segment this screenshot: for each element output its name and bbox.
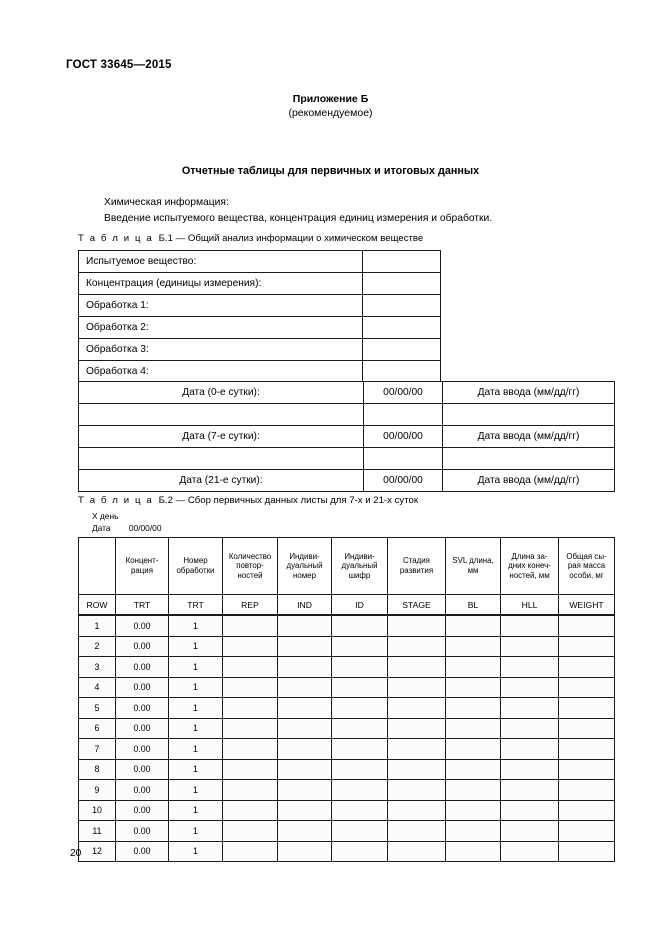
date-label-cell [79, 404, 364, 426]
data-cell[interactable] [223, 780, 278, 801]
date-label-cell: Дата (0-е сутки): [79, 382, 364, 404]
table-b1-value-cell[interactable] [363, 361, 441, 383]
column-code: STAGE [388, 595, 446, 616]
date-note-cell[interactable]: Дата ввода (мм/дд/гг) [443, 426, 615, 448]
data-cell[interactable] [559, 821, 615, 842]
table-b1-label-cell: Испытуемое вещество: [79, 251, 363, 273]
data-cell[interactable] [559, 718, 615, 739]
table-row [79, 698, 615, 719]
data-cell[interactable] [223, 841, 278, 862]
data-cell[interactable] [332, 615, 388, 636]
date-value-cell[interactable]: 00/00/00 [364, 470, 443, 492]
data-cell[interactable]: 0.00 [116, 718, 169, 739]
data-cell[interactable] [332, 841, 388, 862]
row-number-cell: 2 [79, 636, 116, 657]
data-cell[interactable] [559, 841, 615, 862]
data-cell[interactable] [501, 698, 559, 719]
table-row [79, 841, 615, 862]
table-b2-caption [78, 495, 418, 506]
table-b2-code-row [79, 595, 615, 616]
table-b1-label-cell: Обработка 1: [79, 295, 363, 317]
data-cell[interactable] [446, 780, 501, 801]
data-cell[interactable]: 0.00 [116, 759, 169, 780]
data-cell[interactable]: 0.00 [116, 841, 169, 862]
data-cell[interactable] [278, 698, 332, 719]
data-cell[interactable] [501, 821, 559, 842]
table-dates-body [79, 382, 615, 492]
table-row [79, 251, 441, 273]
day-label: X день [92, 511, 119, 521]
data-cell[interactable] [278, 739, 332, 760]
column-header: Номер обработки [169, 538, 223, 595]
table-row [79, 426, 615, 448]
data-cell[interactable] [388, 677, 446, 698]
data-cell[interactable] [388, 718, 446, 739]
table-row [79, 404, 615, 426]
column-code: ID [332, 595, 388, 616]
column-code: HLL [501, 595, 559, 616]
data-cell[interactable] [446, 718, 501, 739]
column-code: IND [278, 595, 332, 616]
data-cell[interactable]: 0.00 [116, 739, 169, 760]
table-b2 [78, 537, 615, 862]
data-cell[interactable] [223, 657, 278, 678]
table-row [79, 615, 615, 636]
data-cell[interactable] [559, 677, 615, 698]
table-row [79, 677, 615, 698]
column-header: Количество повтор- ностей [223, 538, 278, 595]
data-cell[interactable] [332, 759, 388, 780]
table-b1-value-cell[interactable] [363, 273, 441, 295]
intro-line-2: Введение испытуемого вещества, концентрация единиц измерения и обработки. [104, 212, 493, 224]
data-cell[interactable]: 0.00 [116, 636, 169, 657]
data-cell[interactable] [446, 636, 501, 657]
table-b1-label-cell: Обработка 2: [79, 317, 363, 339]
data-cell[interactable]: 0.00 [116, 615, 169, 636]
data-cell[interactable] [278, 821, 332, 842]
data-cell[interactable]: 1 [169, 657, 223, 678]
data-cell[interactable] [223, 636, 278, 657]
table-row [79, 780, 615, 801]
data-cell[interactable] [223, 677, 278, 698]
data-cell[interactable] [388, 698, 446, 719]
table-b1-value-cell[interactable] [363, 339, 441, 361]
data-cell[interactable] [223, 718, 278, 739]
table-b1-value-cell[interactable] [363, 295, 441, 317]
date-value: 00/00/00 [128, 522, 162, 533]
column-header: Длина за- дних конеч- ностей, мм [501, 538, 559, 595]
data-cell[interactable] [332, 657, 388, 678]
table-b1-value-cell[interactable] [363, 317, 441, 339]
data-cell[interactable]: 1 [169, 780, 223, 801]
data-cell[interactable] [501, 657, 559, 678]
row-number-cell: 9 [79, 780, 116, 801]
table-b1-label-cell: Обработка 3: [79, 339, 363, 361]
data-cell[interactable]: 1 [169, 800, 223, 821]
data-cell[interactable] [278, 800, 332, 821]
data-cell[interactable]: 1 [169, 698, 223, 719]
data-cell[interactable] [501, 677, 559, 698]
column-header: Общая сы- рая масса особи, мг [559, 538, 615, 595]
table-row [79, 800, 615, 821]
data-cell[interactable] [388, 841, 446, 862]
data-cell[interactable]: 0.00 [116, 780, 169, 801]
data-cell[interactable] [388, 780, 446, 801]
data-cell[interactable] [278, 677, 332, 698]
data-cell[interactable] [388, 759, 446, 780]
data-cell[interactable] [501, 636, 559, 657]
data-cell[interactable] [332, 821, 388, 842]
data-cell[interactable] [332, 718, 388, 739]
data-cell[interactable] [559, 698, 615, 719]
table-row [79, 339, 441, 361]
data-cell[interactable] [446, 739, 501, 760]
table-row [79, 739, 615, 760]
data-cell[interactable] [559, 780, 615, 801]
table-row [79, 821, 615, 842]
data-cell[interactable] [446, 841, 501, 862]
data-cell[interactable] [559, 615, 615, 636]
table-b2-head [79, 538, 615, 616]
date-note-cell[interactable] [443, 404, 615, 426]
data-cell[interactable] [278, 657, 332, 678]
data-cell[interactable] [223, 739, 278, 760]
column-header: SVL длина, мм [446, 538, 501, 595]
appendix-block [0, 92, 661, 120]
row-number-cell: 6 [79, 718, 116, 739]
appendix-title: Приложение Б [292, 93, 369, 105]
data-cell[interactable] [388, 739, 446, 760]
table-b1-caption-number: Б.1 [158, 233, 173, 244]
table-b2-caption-prefix: Т а б л и ц а [78, 495, 154, 506]
data-cell[interactable] [446, 800, 501, 821]
data-cell[interactable] [446, 615, 501, 636]
table-b1-caption-prefix: Т а б л и ц а [78, 233, 154, 244]
date-label-cell: Дата (7-е сутки): [79, 426, 364, 448]
data-cell[interactable] [388, 657, 446, 678]
data-cell[interactable] [223, 821, 278, 842]
data-cell[interactable] [501, 615, 559, 636]
date-note-cell[interactable]: Дата ввода (мм/дд/гг) [443, 382, 615, 404]
row-number-cell: 3 [79, 657, 116, 678]
date-value-cell[interactable] [364, 404, 443, 426]
section-heading: Отчетные таблицы для первичных и итоговых данных [181, 165, 480, 177]
table-b2-caption-text: — Сбор первичных данных листы для 7-х и 21-х суток [175, 495, 419, 506]
table-b2-day-note [92, 511, 161, 534]
table-row [79, 361, 441, 383]
table-row [79, 295, 441, 317]
column-header: Концент- рация [116, 538, 169, 595]
row-number-cell: 1 [79, 615, 116, 636]
data-cell[interactable] [559, 636, 615, 657]
data-cell[interactable] [223, 759, 278, 780]
data-cell[interactable] [446, 698, 501, 719]
data-cell[interactable] [446, 759, 501, 780]
column-header: Стадия развития [388, 538, 446, 595]
data-cell[interactable] [559, 657, 615, 678]
data-cell[interactable] [388, 636, 446, 657]
table-row [79, 636, 615, 657]
date-label: Дата [92, 522, 111, 533]
data-cell[interactable] [278, 718, 332, 739]
table-b1-body [79, 251, 441, 383]
data-cell[interactable]: 1 [169, 636, 223, 657]
data-cell[interactable]: 1 [169, 759, 223, 780]
column-code: WEIGHT [559, 595, 615, 616]
data-cell[interactable]: 1 [169, 718, 223, 739]
date-label-cell: Дата (21-е сутки): [79, 470, 364, 492]
data-cell[interactable]: 0.00 [116, 657, 169, 678]
table-row [79, 273, 441, 295]
column-header: Индиви- дуальный шифр [332, 538, 388, 595]
running-head-standard-number: ГОСТ 33645—2015 [66, 59, 172, 71]
table-b2-header-row [79, 538, 615, 595]
date-note-cell[interactable] [443, 448, 615, 470]
data-cell[interactable] [223, 800, 278, 821]
table-b2-body [79, 615, 615, 862]
row-number-cell: 8 [79, 759, 116, 780]
data-cell[interactable]: 0.00 [116, 800, 169, 821]
data-cell[interactable] [559, 759, 615, 780]
data-cell[interactable]: 1 [169, 615, 223, 636]
data-cell[interactable] [278, 636, 332, 657]
date-value-cell[interactable] [364, 448, 443, 470]
table-b1-caption-text: — Общий анализ информации о химическом веществе [175, 233, 424, 244]
table-row [79, 470, 615, 492]
table-row [79, 657, 615, 678]
date-label-cell [79, 448, 364, 470]
table-row [79, 718, 615, 739]
table-dates [78, 381, 615, 492]
data-cell[interactable] [501, 780, 559, 801]
column-code: TRT [116, 595, 169, 616]
data-cell[interactable] [278, 615, 332, 636]
data-cell[interactable] [332, 800, 388, 821]
data-cell[interactable] [388, 615, 446, 636]
column-code: BL [446, 595, 501, 616]
table-b1-label-cell: Обработка 4: [79, 361, 363, 383]
column-code: ROW [79, 595, 116, 616]
data-cell[interactable] [278, 841, 332, 862]
column-code: REP [223, 595, 278, 616]
column-header: Индиви- дуальный номер [278, 538, 332, 595]
data-cell[interactable] [332, 636, 388, 657]
date-note-cell[interactable]: Дата ввода (мм/дд/гг) [443, 470, 615, 492]
table-row [79, 382, 615, 404]
data-cell[interactable] [501, 800, 559, 821]
table-row [79, 448, 615, 470]
data-cell[interactable] [501, 759, 559, 780]
data-cell[interactable]: 1 [169, 739, 223, 760]
row-number-cell: 7 [79, 739, 116, 760]
row-number-cell: 10 [79, 800, 116, 821]
data-cell[interactable] [332, 739, 388, 760]
data-cell[interactable] [388, 821, 446, 842]
intro-line-1: Химическая информация: [104, 197, 229, 208]
data-cell[interactable] [559, 739, 615, 760]
data-cell[interactable] [223, 615, 278, 636]
data-cell[interactable] [332, 677, 388, 698]
data-cell[interactable] [501, 739, 559, 760]
data-cell[interactable] [278, 759, 332, 780]
data-cell[interactable] [501, 718, 559, 739]
data-cell[interactable] [278, 780, 332, 801]
data-cell[interactable] [332, 780, 388, 801]
data-cell[interactable] [446, 821, 501, 842]
data-cell[interactable]: 0.00 [116, 698, 169, 719]
table-b1-caption [78, 233, 423, 244]
date-value-cell[interactable]: 00/00/00 [364, 382, 443, 404]
data-cell[interactable] [559, 800, 615, 821]
row-number-cell: 5 [79, 698, 116, 719]
data-cell[interactable]: 0.00 [116, 677, 169, 698]
data-cell[interactable] [223, 698, 278, 719]
column-header [79, 538, 116, 595]
column-code: TRT [169, 595, 223, 616]
data-cell[interactable] [501, 841, 559, 862]
data-cell[interactable] [446, 677, 501, 698]
data-cell[interactable]: 0.00 [116, 821, 169, 842]
table-b1-value-cell[interactable] [363, 251, 441, 273]
table-b2-caption-number: Б.2 [158, 495, 173, 506]
data-cell[interactable]: 1 [169, 677, 223, 698]
row-number-cell: 12 [79, 841, 116, 862]
table-b1-label-cell: Концентрация (единицы измерения): [79, 273, 363, 295]
table-row [79, 759, 615, 780]
row-number-cell: 4 [79, 677, 116, 698]
data-cell[interactable] [332, 698, 388, 719]
table-row [79, 317, 441, 339]
data-cell[interactable]: 1 [169, 841, 223, 862]
date-value-cell[interactable]: 00/00/00 [364, 426, 443, 448]
appendix-subtitle: (рекомендуемое) [288, 107, 373, 119]
intro-paragraph [104, 195, 492, 226]
row-number-cell: 11 [79, 821, 116, 842]
data-cell[interactable] [446, 657, 501, 678]
page-number: 20 [70, 848, 82, 859]
data-cell[interactable]: 1 [169, 821, 223, 842]
date-line [92, 523, 161, 535]
data-cell[interactable] [388, 800, 446, 821]
table-b1 [78, 250, 441, 383]
